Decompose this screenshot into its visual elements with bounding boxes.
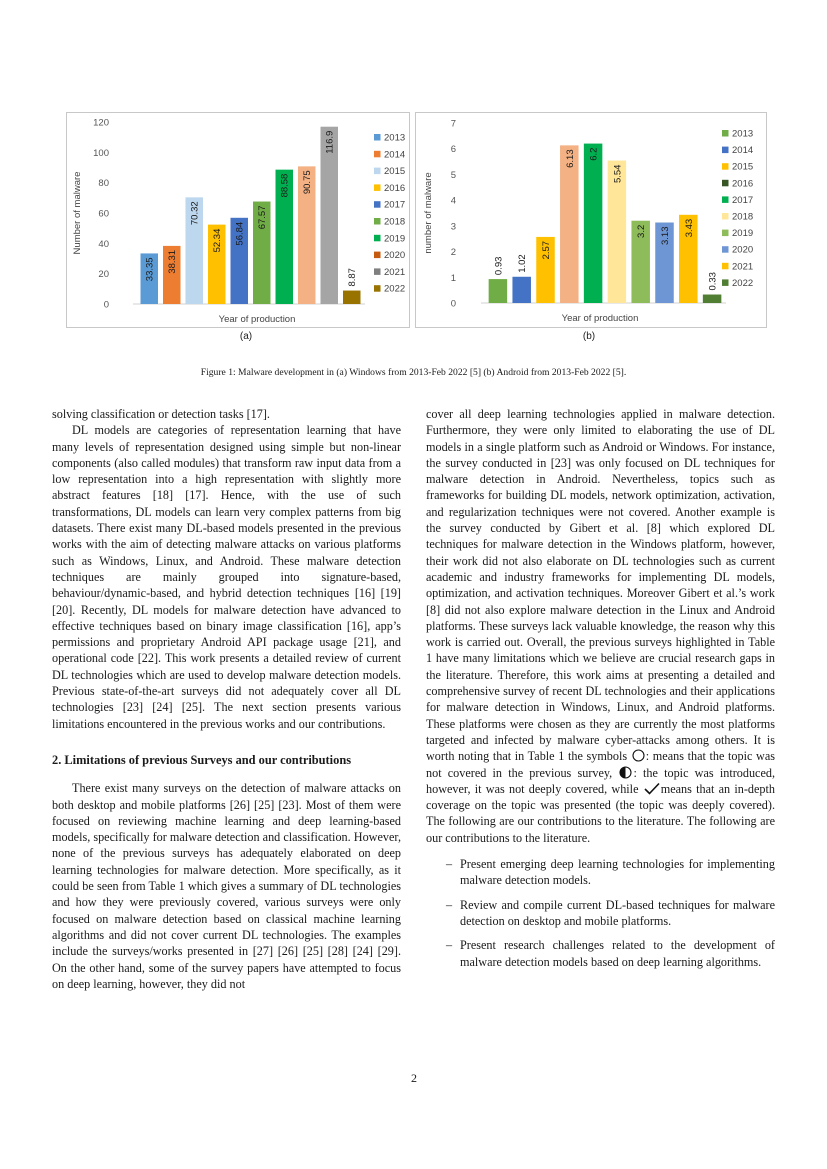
list-item-text: Present emerging deep learning technologies for implementing malware detection models. [460, 857, 775, 888]
y-tick-label: 7 [450, 118, 456, 130]
legend-label-2022: 2022 [732, 277, 754, 289]
bullet-marker: – [446, 938, 453, 953]
data-label-2017: 6.2 [588, 147, 600, 161]
y-axis-label: number of malware [423, 172, 434, 254]
bar-2022 [703, 295, 722, 303]
section-heading: 2. Limitations of previous Surveys and our contributions [52, 752, 352, 767]
legend-swatch-2017 [722, 196, 729, 203]
data-label-2014: 1.02 [517, 254, 529, 273]
x-axis-label: Year of production [218, 314, 296, 325]
data-label-2016: 52.34 [212, 228, 224, 253]
y-tick-label: 0 [450, 298, 456, 310]
symbol-half-description: : the topic was introduced, however, it was not deeply covered, while [426, 765, 776, 796]
legend-label-2016: 2016 [384, 182, 406, 194]
legend-label-2018: 2018 [732, 211, 754, 223]
legend-label-2017: 2017 [732, 194, 754, 206]
legend-swatch-2022 [722, 279, 729, 286]
list-item [426, 897, 775, 930]
windows-malware-chart-svg [67, 113, 409, 327]
legend-label-2014: 2014 [384, 149, 406, 161]
y-tick-label: 4 [450, 195, 456, 207]
legend-swatch-2021 [722, 263, 729, 270]
empty-circle-icon [632, 749, 645, 762]
data-label-2021: 116.9 [324, 130, 336, 154]
contribution-list [426, 856, 775, 970]
data-label-2017: 56.84 [234, 221, 246, 246]
left-column [52, 406, 401, 992]
half-circle-icon [619, 766, 632, 779]
bullet-marker: – [446, 897, 453, 912]
y-tick-label: 80 [98, 178, 109, 190]
android-malware-chart-svg [416, 113, 766, 327]
y-tick-label: 0 [103, 299, 109, 311]
windows-malware-chart [66, 112, 410, 328]
page-number: 2 [411, 1071, 417, 1085]
bar-2016 [560, 145, 579, 303]
legend-label-2013: 2013 [384, 132, 406, 144]
legend-swatch-2014 [722, 147, 729, 154]
right-paragraph-1 [426, 406, 775, 846]
right-column [426, 406, 775, 978]
legend-label-2019: 2019 [732, 228, 754, 240]
legend-label-2015: 2015 [384, 166, 406, 178]
y-tick-label: 2 [450, 247, 456, 259]
subcaption-b: (b) [582, 331, 596, 342]
legend-label-2019: 2019 [384, 233, 406, 245]
list-item [426, 937, 775, 970]
list-item-text: Review and compile current DL-based techniques for malware detection on desktop and mobile platforms. [460, 897, 775, 928]
data-label-2016: 6.13 [564, 149, 576, 168]
list-item-text: Present research challenges related to the development of malware detection models based on deep learning algorithms. [460, 938, 775, 969]
data-label-2018: 67.57 [257, 205, 269, 230]
legend-swatch-2021 [374, 268, 381, 275]
legend-swatch-2019 [374, 235, 381, 242]
data-label-2020: 3.13 [660, 226, 671, 246]
y-tick-label: 120 [93, 117, 109, 129]
y-tick-label: 3 [450, 221, 456, 233]
y-tick-label: 40 [98, 238, 109, 250]
data-label-2021: 3.43 [683, 218, 695, 238]
legend-swatch-2016 [722, 180, 729, 187]
legend-label-2017: 2017 [384, 199, 406, 211]
legend-swatch-2014 [374, 151, 381, 158]
data-label-2013: 0.93 [493, 256, 505, 276]
y-tick-label: 100 [93, 147, 109, 159]
y-tick-label: 60 [98, 208, 109, 220]
data-label-2019: 3.2 [636, 224, 648, 238]
legend-swatch-2018 [722, 213, 729, 220]
left-paragraph-2: DL models are categories of representation learning that have many levels of representation designed using simple but non-linear components (also called modules) that transform raw input data from a low representation into a high representation with slightly more abstract features [18] [17]. Hence, with the use of such transformations, DL models can learn very complex patterns from big datasets. There exist many DL-based models presented in the previous works with the aim of detecting malware attacks on various platforms such as Windows, Linux, and Android. These malware detection techniques are mainly grouped into signature-based, behaviour/dynamic-based, and hybrid detection techniques [16] [19] [20]. Recently, DL models for malware detection have advanced to effective techniques based on binary image classification [16], app’s permissions and proprietary Android API package usage [21], and operational code [22]. This work presents a detailed review of current DL technologies which are used to develop malware detection models. Previous state-of-the-art surveys did not adequately cover all DL technologies [23] [24] [25]. The next section presents various limitations encountered in the previous works and our contributions. [52, 423, 401, 731]
legend-label-2015: 2015 [732, 161, 754, 173]
legend-swatch-2022 [374, 285, 381, 292]
bar-2013 [489, 279, 508, 303]
bar-2017 [584, 144, 603, 303]
data-label-2015: 2.57 [541, 240, 552, 260]
data-label-2019: 88.58 [279, 173, 291, 198]
legend-swatch-2013 [374, 134, 381, 141]
y-tick-label: 6 [450, 144, 456, 156]
bar-2014 [512, 277, 531, 303]
legend-label-2014: 2014 [732, 145, 754, 157]
x-axis-label: Year of production [561, 313, 639, 324]
legend-label-2021: 2021 [384, 266, 406, 278]
legend-label-2021: 2021 [732, 261, 754, 273]
legend-label-2013: 2013 [732, 128, 754, 140]
legend-swatch-2015 [374, 168, 381, 175]
y-tick-label: 1 [450, 272, 456, 284]
data-label-2013: 33.35 [144, 257, 156, 282]
y-tick-label: 20 [98, 269, 109, 281]
legend-swatch-2019 [722, 230, 729, 237]
symbol-empty-description: : means that the topic was not covered in the previous survey, [426, 749, 776, 780]
legend-swatch-2015 [722, 163, 729, 170]
legend-swatch-2016 [374, 184, 381, 191]
legend-label-2018: 2018 [384, 216, 406, 228]
legend-swatch-2020 [722, 246, 729, 253]
legend-swatch-2017 [374, 201, 381, 208]
legend-label-2022: 2022 [384, 283, 406, 295]
legend-swatch-2013 [722, 130, 729, 137]
left-paragraph-3: There exist many surveys on the detection of malware attacks on both desktop and mobile platforms [26] [25] [23]. Most of them were focused on reviewing machine learning and deep learning-based models, specifically for malware detection and classification. However, none of the previous surveys has adequately elaborated on deep learning technologies for malware detection. More specifically, as it could be seen from Table 1 which gives a summary of DL technologies and how they were previously covered, various surveys were only focused on malware detection based on classical machine learning algorithms and did not cover current DL technologies. The examples include the surveys/works presented in [27] [26] [25] [28] [24] [29]. On the other hand, some of the survey papers have attempted to focus on deep learning, however, they did not [52, 781, 401, 991]
legend-label-2016: 2016 [732, 178, 754, 190]
legend-label-2020: 2020 [384, 250, 406, 262]
legend-label-2020: 2020 [732, 244, 754, 256]
check-mark-icon [644, 782, 660, 795]
figure-caption: Figure 1: Malware development in (a) Windows from 2013-Feb 2022 [5] (b) Android from 2013-Feb 2022 [5]. [200, 367, 627, 378]
left-paragraph-1: solving classification or detection tasks [17]. [52, 407, 270, 421]
bullet-marker: – [446, 857, 453, 872]
data-label-2018: 5.54 [612, 164, 624, 184]
data-label-2014: 38.31 [167, 249, 179, 274]
symbol-check-description: means that an in-depth coverage on the topic was presented (the topic was deeply covered). The following are our contributions to the literature. The following are our contributions to the literature. [426, 781, 776, 845]
bar-2022 [343, 291, 361, 304]
list-item [426, 856, 775, 889]
android-malware-chart [415, 112, 767, 328]
data-label-2022: 8.87 [347, 268, 359, 287]
legend-swatch-2018 [374, 218, 381, 225]
subcaption-a: (a) [239, 331, 253, 342]
right-paragraph-1-text: cover all deep learning technologies applied in malware detection. Furthermore, they were only limited to elaborating the use of DL models in a single platform such as Android or Windows. For instance, the survey conducted in [23] was only focused on DL techniques for malware detection in Android. Nevertheless, topics such as frameworks for building DL models, network optimization, activation, and regularization techniques were not covered. Another example is the survey conducted by Gibert et al. [8] which explored DL techniques for malware detection in the Windows platform, however, their work did not also elaborate on DL technologies such as current academic and industry frameworks for implementing DL models, optimization, and activation techniques. Moreover Gibert et al.’s work [8] did not also explore malware detection in the Linux and Android platforms. These surveys lack valuable knowledge, the reason why this work is carried out. Overall, the previous surveys highlighted in Table 1 have many limitations which we believe are crucial research gaps in the literature. Therefore, this work aims at presenting a detailed and comprehensive survey of recent DL technologies and their applications for malware detection in Windows, Linux, and Android platforms. These platforms were chosen as they are currently the most platforms targeted and infected by malware cyber-attacks among others. It is worth noting that in Table 1 the symbols [426, 407, 775, 764]
y-tick-label: 5 [450, 169, 456, 181]
data-label-2015: 70.32 [189, 201, 201, 226]
legend-swatch-2020 [374, 252, 381, 259]
data-label-2020: 90.75 [302, 170, 314, 195]
y-axis-label: Number of malware [72, 171, 83, 255]
data-label-2022: 0.33 [707, 272, 719, 291]
